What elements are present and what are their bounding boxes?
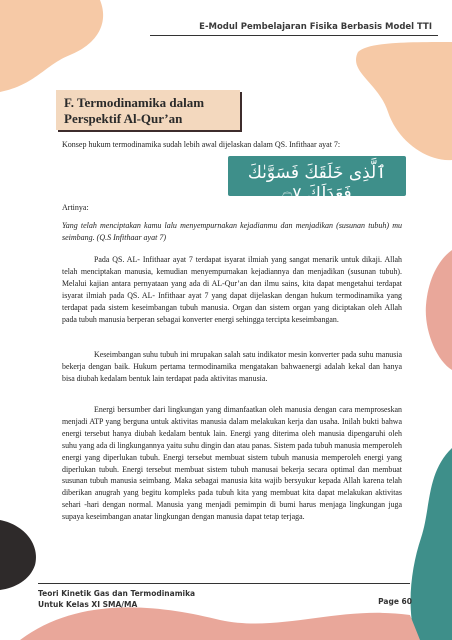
footer-course-info (38, 588, 195, 610)
decor-blob-coral-right (416, 250, 452, 370)
quran-verse-text: ٱلَّذِى خَلَقَكَ فَسَوَّىٰكَ فَعَدَلَكَ ۝٧ (247, 163, 387, 204)
translation-text: Yang telah menciptakan kamu lalu menyempurnakan kejadianmu dan menjadikan (susunan tubuh) mu seimbang. (Q.S Infithaar ayat 7) (62, 221, 402, 242)
body-paragraph-1: Pada QS. AL- Infithaar ayat 7 terdapat isyarat ilmiah yang sangat menarik untuk dikaji. Allah telah menciptakan manusia, kemudian menyempurnakan kejadiannya dan menjadikan (susunan tubuh). Melalui kajian antara pernyataan yang ada di AL-Qur’an dan ilmu sains, kita dapat mengetahui terdapat isyarat ilmiah pada QS. AL- Infithaar ayat 7 yang dapat dijelaskan dengan hukum termodinamika yang terdapat pada sistem keseimbangan tubuh manusia. Organ dan sistem organ yang diciptakan oleh Allah pada tubuh manusia berperan sebagai konverter energi sehingga tercipta keseimbangan. (62, 255, 402, 324)
footer-line-2: Untuk Kelas XI SMA/MA (38, 600, 138, 609)
body-paragraph-3: Energi bersumber dari lingkungan yang dimanfaatkan oleh manusia dengan cara memproseskan menjadi ATP yang berguna untuk aktivitas manusia dalam melakukan kerja dan usaha. Inilah bukti bahwa energi tersebut hanya diubah kedalam bentuk lain. Energi yang diterima oleh manusia dipengaruhi oleh suhu yang ada di lingkungannya yaitu suhu dingin dan atau panas. Sistem pada tubuh manusia memperoleh energi yang diperlukan tubuh. Energi tersebut membuat sistem tubuh manusia memperoleh energi yang diperlukan tubuh. Energi tersebut membuat sistem tubuh manusai bekerja secara optimal dan membuat susunan tubuh manusia seimbang. Maka sebagai manusia kita wajib bersyukur kepada Allah karena telah diberikan anugrah yang begitu kompleks pada tubuh kita yang membuat kita dapat melakukan aktivitas sehari -hari dengan normal. Manusia yang menjadi pemimpin di bumi harus menjaga lingkungan juga supaya keseimbangan anatar lingkungan dengan manusia dapat tetap terjaga. (62, 405, 402, 522)
body-paragraph-2: Keseimbangan suhu tubuh ini mrupakan salah satu indikator mesin konverter pada suhu manusia bekerja dengan baik. Hukum pertama termodinamika mengatakan bahwaenergi adalah kekal dan hanya bisa diubah kedalam bentuk lain terdapat pada aktivitas manusia. (62, 350, 402, 383)
intro-text: Konsep hukum termodinamika sudah lebih awal dijelaskan dalam QS. Infithaar ayat 7: (62, 140, 341, 149)
translation-label: Artinya: (62, 203, 89, 212)
page-number: Page 60 (378, 597, 412, 606)
module-header-title: E-Modul Pembelajaran Fisika Berbasis Model TTI (199, 22, 432, 32)
decor-blob-top-left (0, 0, 150, 95)
footer-divider (38, 583, 410, 584)
quran-verse-box (228, 156, 406, 204)
header-divider (150, 35, 438, 36)
footer-line-1: Teori Kinetik Gas dan Termodinamika (38, 589, 196, 598)
section-title-box (56, 90, 240, 130)
section-title: F. Termodinamika dalam Perspektif Al-Qur’an (64, 95, 205, 126)
